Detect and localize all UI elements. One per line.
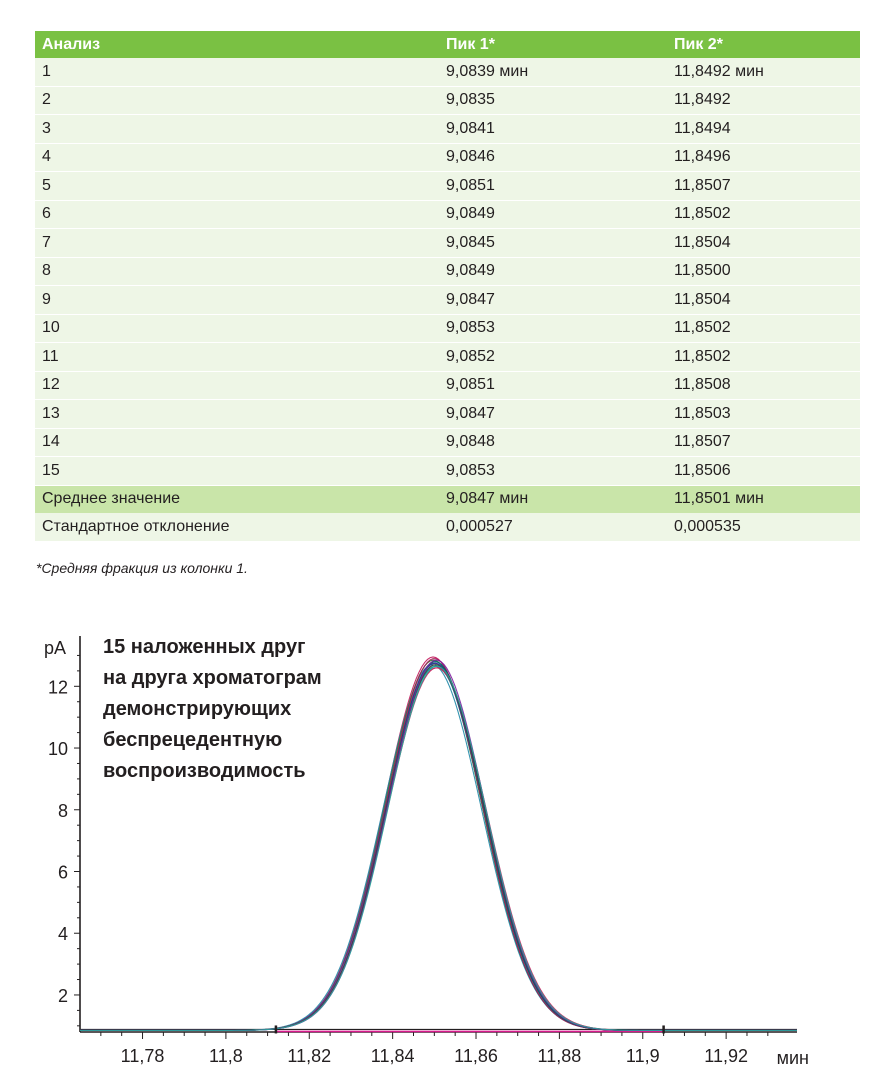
y-tick-label: 6 xyxy=(57,862,68,883)
annotation-line: 15 наложенных друг xyxy=(103,636,306,658)
table-row xyxy=(35,200,860,229)
y-axis-label: pA xyxy=(44,638,67,658)
table-row-cell: 11,8507 xyxy=(667,428,860,457)
x-tick-label: 11,92 xyxy=(704,1046,748,1066)
table-row-cell: 9,0851 xyxy=(439,371,667,400)
table-row xyxy=(35,115,860,144)
table-row xyxy=(35,286,860,315)
table-mean-row-cell: 9,0847 мин xyxy=(439,485,667,513)
x-tick-label: 11,86 xyxy=(454,1046,498,1066)
table-row-cell: 7 xyxy=(35,229,439,258)
table-row-cell: 11,8502 xyxy=(667,200,860,229)
table-footnote: *Средняя фракция из колонки 1. xyxy=(36,560,248,576)
y-tick-label: 10 xyxy=(47,739,68,760)
table-mean-row-cell: Среднее значение xyxy=(35,485,439,513)
table-row-cell: 15 xyxy=(35,457,439,486)
table-row xyxy=(35,457,860,486)
table-row-cell: 11,8507 xyxy=(667,172,860,201)
table-row-cell: 11,8502 xyxy=(667,314,860,343)
table-std-row-cell: 0,000535 xyxy=(667,513,860,541)
table-row-cell: 9,0851 xyxy=(439,172,667,201)
table-mean-row xyxy=(35,485,860,513)
table-row-cell: 11,8503 xyxy=(667,400,860,429)
table-header-row-cell: Пик 1* xyxy=(439,31,667,58)
x-tick-label: 11,82 xyxy=(287,1046,332,1066)
table-row-cell: 9,0849 xyxy=(439,200,667,229)
results-table xyxy=(35,31,860,541)
table-row-cell: 9,0835 xyxy=(439,86,667,115)
table-header-row xyxy=(35,31,860,58)
table-row xyxy=(35,58,860,86)
x-axis-label: мин xyxy=(776,1048,809,1068)
table-row xyxy=(35,257,860,286)
table-row-cell: 2 xyxy=(35,86,439,115)
y-tick-label: 8 xyxy=(57,800,68,821)
table-header-row-cell: Анализ xyxy=(35,31,439,58)
table-row-cell: 9,0845 xyxy=(439,229,667,258)
table-row-cell: 1 xyxy=(35,58,439,86)
table-row-cell: 11,8504 xyxy=(667,229,860,258)
y-tick-label: 12 xyxy=(47,677,68,698)
table-row-cell: 12 xyxy=(35,371,439,400)
x-tick-label: 11,78 xyxy=(120,1046,165,1066)
table-row-cell: 11,8502 xyxy=(667,343,860,372)
annotation-line: демонстрирующих xyxy=(103,698,292,720)
table-row-cell: 9,0846 xyxy=(439,143,667,172)
table-row-cell: 9,0853 xyxy=(439,314,667,343)
table-row-cell: 9 xyxy=(35,286,439,315)
table-row xyxy=(35,314,860,343)
table-row-cell: 11,8504 xyxy=(667,286,860,315)
table-row-cell: 9,0847 xyxy=(439,400,667,429)
table-row-cell: 9,0852 xyxy=(439,343,667,372)
table-row-cell: 5 xyxy=(35,172,439,201)
x-tick-label: 11,9 xyxy=(625,1046,660,1066)
table-row xyxy=(35,143,860,172)
annotation-line: на друга хроматограм xyxy=(103,667,322,689)
y-tick-label: 2 xyxy=(57,985,68,1006)
table-row xyxy=(35,343,860,372)
table-row-cell: 11,8500 xyxy=(667,257,860,286)
table-row-cell: 11,8508 xyxy=(667,371,860,400)
table-row-cell: 9,0847 xyxy=(439,286,667,315)
x-tick-label: 11,8 xyxy=(209,1046,243,1066)
table-row-cell: 11,8506 xyxy=(667,457,860,486)
table-row-cell: 9,0841 xyxy=(439,115,667,144)
table-row xyxy=(35,229,860,258)
table-row-cell: 9,0853 xyxy=(439,457,667,486)
table-row xyxy=(35,86,860,115)
table-row xyxy=(35,371,860,400)
table-row-cell: 9,0839 мин xyxy=(439,58,667,86)
table-row xyxy=(35,428,860,457)
annotation-line: беспрецедентную xyxy=(103,729,283,751)
table-row-cell: 4 xyxy=(35,143,439,172)
x-tick-label: 11,84 xyxy=(370,1046,415,1066)
table-row-cell: 3 xyxy=(35,115,439,144)
table-row-cell: 10 xyxy=(35,314,439,343)
table-row-cell: 11,8492 xyxy=(667,86,860,115)
table-row xyxy=(35,400,860,429)
table-row-cell: 11,8492 мин xyxy=(667,58,860,86)
table-row-cell: 6 xyxy=(35,200,439,229)
table-row-cell: 11,8494 xyxy=(667,115,860,144)
table-mean-row-cell: 11,8501 мин xyxy=(667,485,860,513)
table-std-row-cell: Стандартное отклонение xyxy=(35,513,439,541)
chart-annotation xyxy=(103,632,363,787)
table-row-cell: 11 xyxy=(35,343,439,372)
table-row-cell: 14 xyxy=(35,428,439,457)
table-std-row xyxy=(35,513,860,541)
table-header-row-cell: Пик 2* xyxy=(667,31,860,58)
x-tick-label: 11,88 xyxy=(537,1046,582,1066)
table-row-cell: 11,8496 xyxy=(667,143,860,172)
table-row-cell: 8 xyxy=(35,257,439,286)
table-row-cell: 9,0849 xyxy=(439,257,667,286)
table-std-row-cell: 0,000527 xyxy=(439,513,667,541)
y-tick-label: 4 xyxy=(57,924,68,945)
table-row xyxy=(35,172,860,201)
annotation-line: воспроизводимость xyxy=(103,760,306,782)
table-row-cell: 13 xyxy=(35,400,439,429)
table-row-cell: 9,0848 xyxy=(439,428,667,457)
